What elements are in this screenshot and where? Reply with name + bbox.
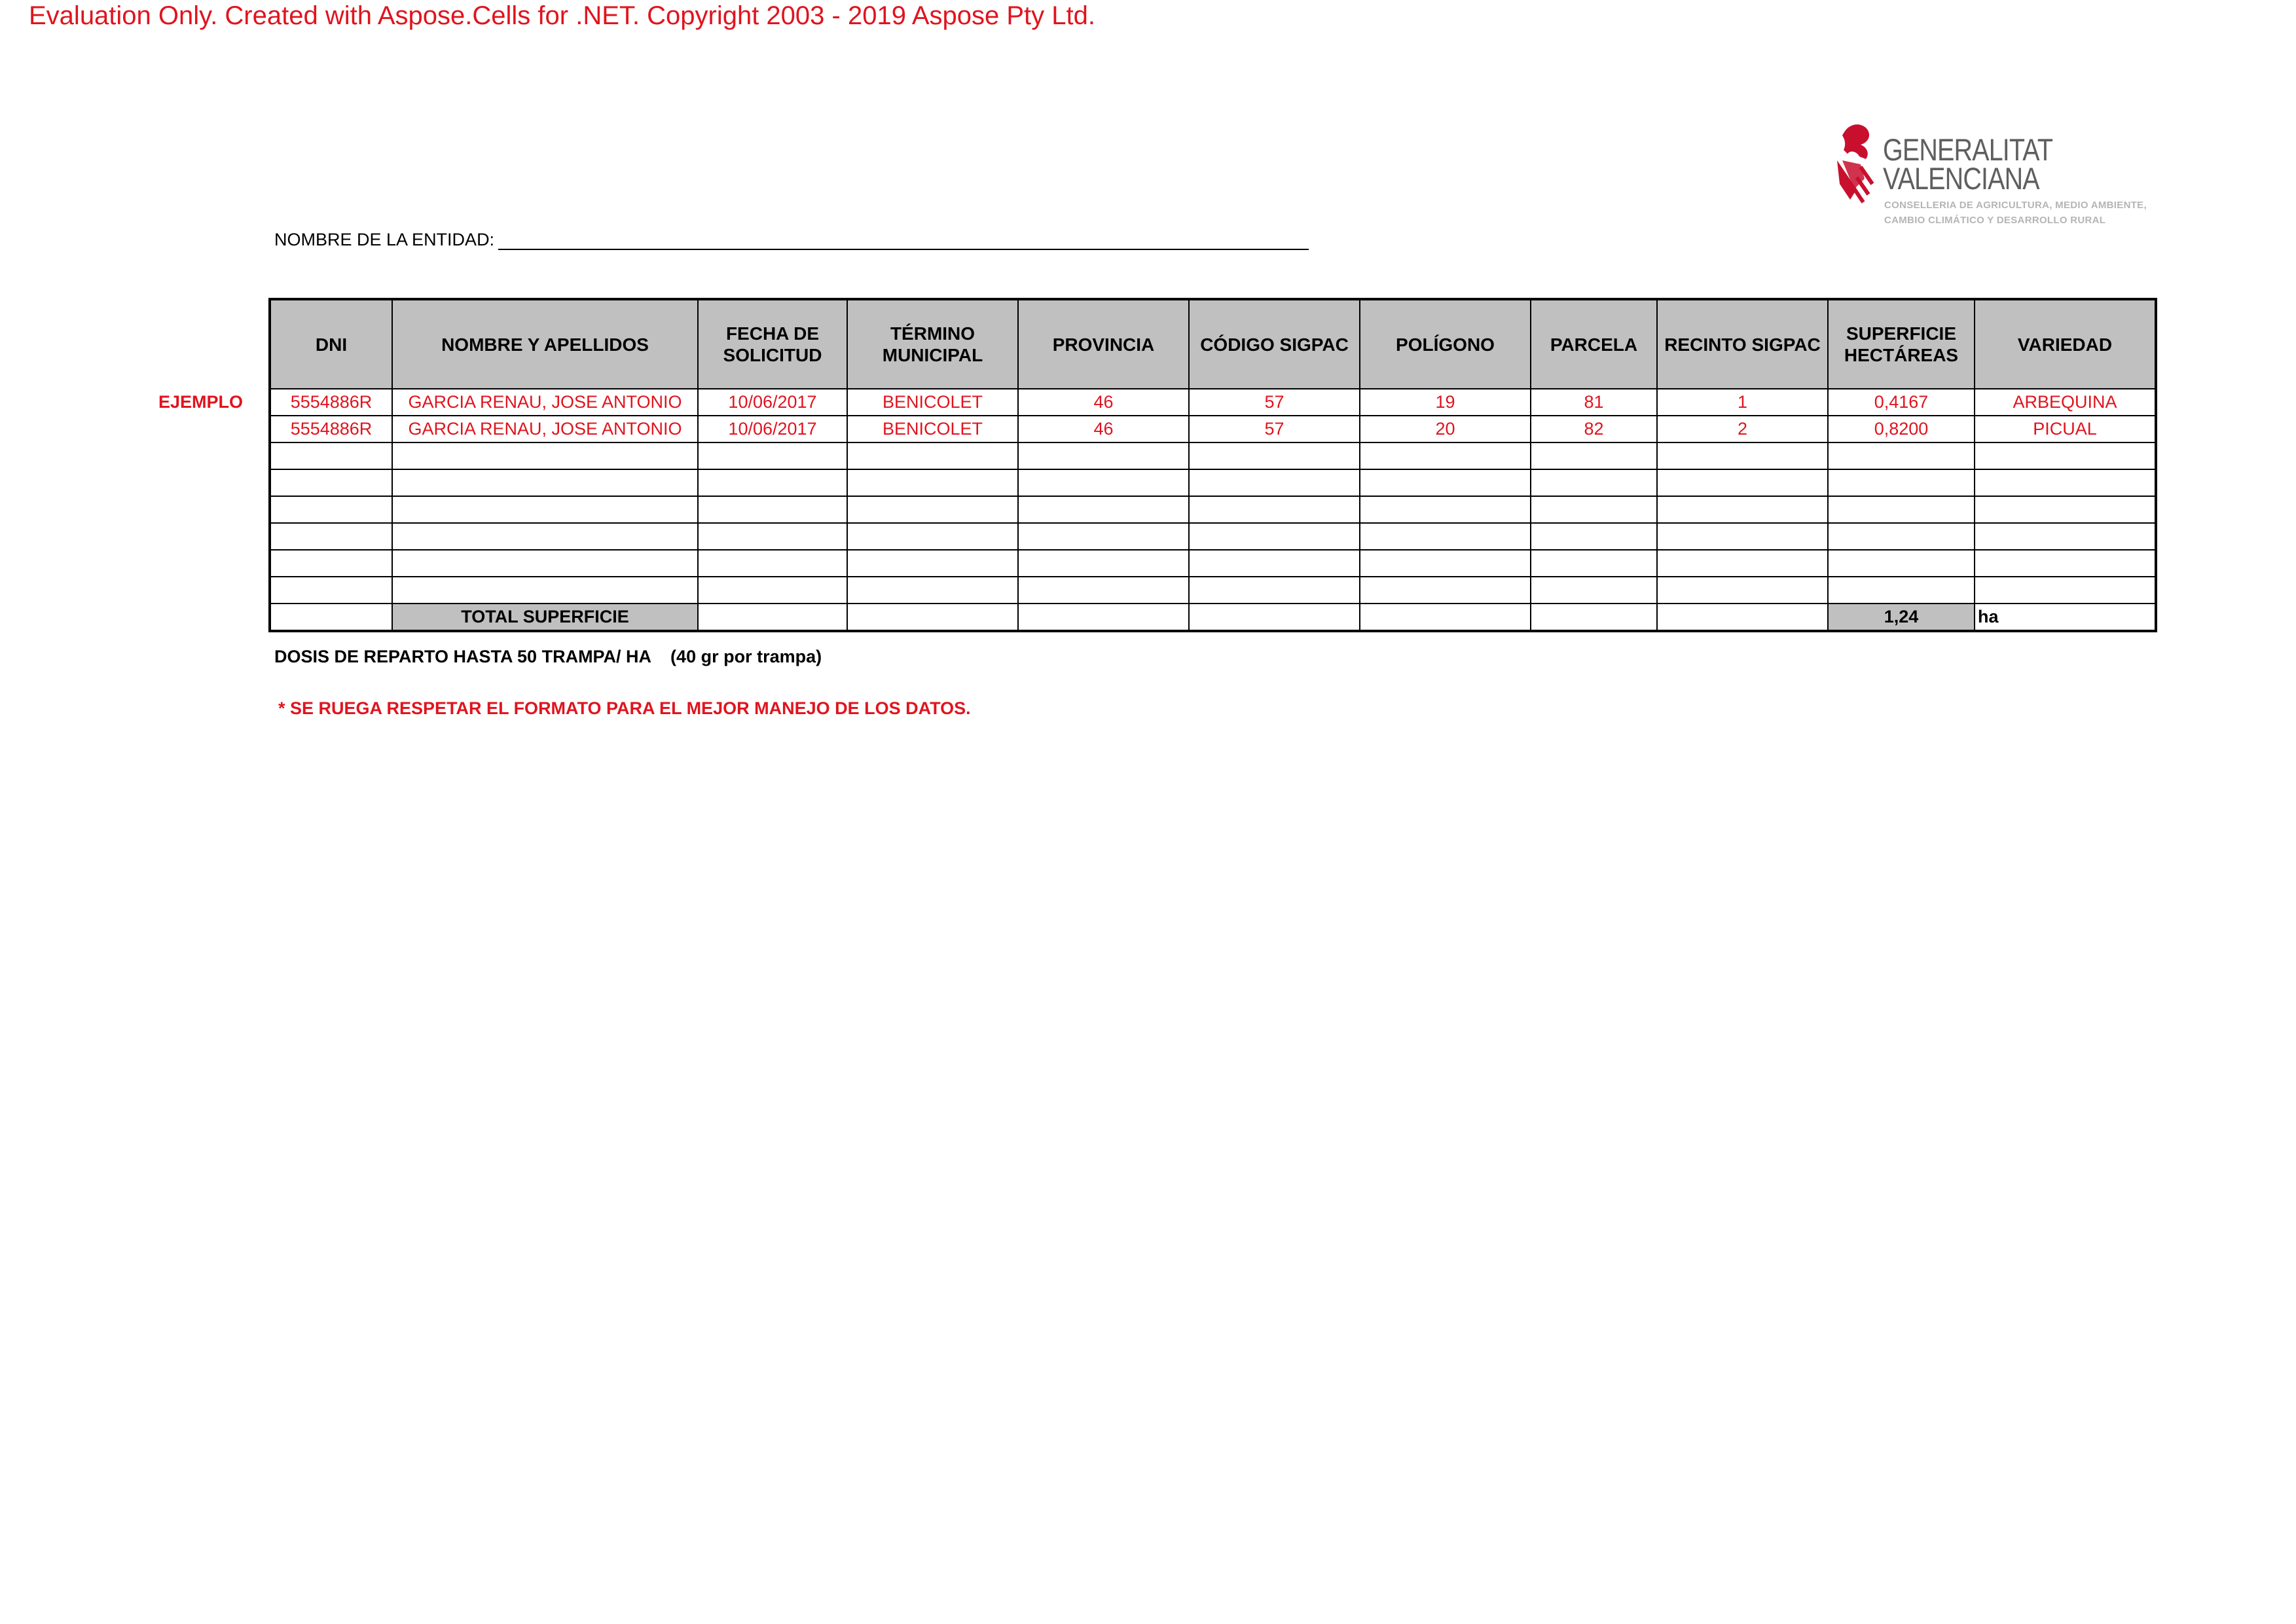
- header-variedad: VARIEDAD: [1975, 299, 2156, 389]
- cell-fecha[interactable]: [698, 496, 847, 523]
- logo-subtitle-2: CAMBIO CLIMÁTICO Y DESARROLLO RURAL: [1884, 215, 2106, 226]
- cell-parcela[interactable]: [1531, 496, 1657, 523]
- header-poligono: POLÍGONO: [1360, 299, 1531, 389]
- cell-recinto-sigpac[interactable]: [1657, 469, 1828, 496]
- cell-recinto-sigpac[interactable]: [1657, 496, 1828, 523]
- table-row: [270, 550, 2156, 577]
- cell-dni[interactable]: [270, 469, 392, 496]
- total-empty-cell: [1189, 604, 1360, 631]
- cell-poligono[interactable]: [1360, 523, 1531, 550]
- cell-superficie[interactable]: [1828, 523, 1975, 550]
- cell-fecha[interactable]: [698, 442, 847, 469]
- cell-fecha[interactable]: [698, 550, 847, 577]
- header-codigo-sigpac: CÓDIGO SIGPAC: [1189, 299, 1360, 389]
- cell-poligono[interactable]: [1360, 577, 1531, 604]
- cell-codigo-sigpac[interactable]: [1189, 496, 1360, 523]
- cell-dni[interactable]: [270, 496, 392, 523]
- cell-dni[interactable]: 5554886R: [270, 389, 392, 416]
- total-empty-cell: [1018, 604, 1189, 631]
- entity-label: NOMBRE DE LA ENTIDAD:: [274, 230, 495, 249]
- cell-codigo-sigpac[interactable]: [1189, 469, 1360, 496]
- cell-dni[interactable]: [270, 442, 392, 469]
- cell-parcela[interactable]: 82: [1531, 416, 1657, 442]
- cell-variedad[interactable]: [1975, 496, 2156, 523]
- total-label: TOTAL SUPERFICIE: [392, 604, 698, 631]
- total-row: [270, 604, 2156, 631]
- cell-dni[interactable]: [270, 523, 392, 550]
- entity-field: [274, 229, 1309, 250]
- cell-provincia[interactable]: [1018, 469, 1189, 496]
- evaluation-watermark: Evaluation Only. Created with Aspose.Cells for .NET. Copyright 2003 - 2019 Aspose Pty Ltd.: [29, 1, 1096, 30]
- header-fecha: FECHA DE SOLICITUD: [698, 299, 847, 389]
- cell-superficie[interactable]: [1828, 496, 1975, 523]
- format-warning-note: * SE RUEGA RESPETAR EL FORMATO PARA EL MEJOR MANEJO DE LOS DATOS.: [278, 698, 971, 718]
- table-row: [270, 496, 2156, 523]
- header-dni: DNI: [270, 299, 392, 389]
- cell-fecha[interactable]: [698, 577, 847, 604]
- logo-line-2: VALENCIANA: [1883, 161, 2039, 196]
- table-header-row: [270, 299, 2156, 389]
- cell-nombre[interactable]: [392, 469, 698, 496]
- cell-fecha[interactable]: [698, 469, 847, 496]
- cell-superficie[interactable]: [1828, 469, 1975, 496]
- table-row: [270, 416, 2156, 442]
- cell-dni[interactable]: [270, 550, 392, 577]
- cell-dni[interactable]: 5554886R: [270, 416, 392, 442]
- cell-recinto-sigpac[interactable]: [1657, 577, 1828, 604]
- total-empty-cell: [1657, 604, 1828, 631]
- cell-parcela[interactable]: 81: [1531, 389, 1657, 416]
- cell-dni[interactable]: [270, 577, 392, 604]
- total-empty-cell: [847, 604, 1018, 631]
- cell-parcela[interactable]: [1531, 523, 1657, 550]
- total-empty-cell: [1360, 604, 1531, 631]
- cell-variedad[interactable]: [1975, 442, 2156, 469]
- cell-poligono[interactable]: [1360, 442, 1531, 469]
- cell-fecha[interactable]: 10/06/2017: [698, 389, 847, 416]
- cell-variedad[interactable]: [1975, 577, 2156, 604]
- cell-poligono[interactable]: [1360, 496, 1531, 523]
- header-nombre: NOMBRE Y APELLIDOS: [392, 299, 698, 389]
- cell-nombre[interactable]: [392, 577, 698, 604]
- cell-superficie[interactable]: [1828, 550, 1975, 577]
- cell-codigo-sigpac[interactable]: 57: [1189, 416, 1360, 442]
- cell-superficie[interactable]: [1828, 577, 1975, 604]
- cell-nombre[interactable]: GARCIA RENAU, JOSE ANTONIO: [392, 416, 698, 442]
- total-empty-cell: [1531, 604, 1657, 631]
- cell-termino[interactable]: BENICOLET: [847, 416, 1018, 442]
- cell-recinto-sigpac[interactable]: 1: [1657, 389, 1828, 416]
- cell-codigo-sigpac[interactable]: [1189, 577, 1360, 604]
- cell-provincia[interactable]: [1018, 496, 1189, 523]
- cell-parcela[interactable]: [1531, 442, 1657, 469]
- cell-poligono[interactable]: 19: [1360, 389, 1531, 416]
- table-row: [270, 442, 2156, 469]
- parcel-table: [268, 298, 2157, 632]
- table-row: [270, 523, 2156, 550]
- cell-variedad[interactable]: [1975, 523, 2156, 550]
- cell-nombre[interactable]: [392, 550, 698, 577]
- cell-termino[interactable]: [847, 442, 1018, 469]
- generalitat-emblem-icon: [1831, 121, 1883, 206]
- cell-nombre[interactable]: [392, 523, 698, 550]
- cell-recinto-sigpac[interactable]: [1657, 523, 1828, 550]
- cell-termino[interactable]: [847, 469, 1018, 496]
- dosis-note: DOSIS DE REPARTO HASTA 50 TRAMPA/ HA (40 gr por trampa): [274, 647, 822, 666]
- cell-recinto-sigpac[interactable]: 2: [1657, 416, 1828, 442]
- cell-codigo-sigpac[interactable]: [1189, 442, 1360, 469]
- cell-termino[interactable]: [847, 523, 1018, 550]
- cell-nombre[interactable]: [392, 442, 698, 469]
- cell-nombre[interactable]: GARCIA RENAU, JOSE ANTONIO: [392, 389, 698, 416]
- cell-parcela[interactable]: [1531, 577, 1657, 604]
- total-empty-cell: [698, 604, 847, 631]
- cell-nombre[interactable]: [392, 496, 698, 523]
- cell-parcela[interactable]: [1531, 550, 1657, 577]
- cell-codigo-sigpac[interactable]: [1189, 523, 1360, 550]
- generalitat-logo: [1831, 121, 2158, 232]
- table-row: [270, 577, 2156, 604]
- total-unit: ha: [1975, 604, 2156, 631]
- cell-provincia[interactable]: [1018, 442, 1189, 469]
- header-parcela: PARCELA: [1531, 299, 1657, 389]
- cell-codigo-sigpac[interactable]: [1189, 550, 1360, 577]
- cell-provincia[interactable]: [1018, 577, 1189, 604]
- cell-variedad[interactable]: ARBEQUINA: [1975, 389, 2156, 416]
- cell-codigo-sigpac[interactable]: 57: [1189, 389, 1360, 416]
- logo-subtitle-1: CONSELLERIA DE AGRICULTURA, MEDIO AMBIENTE,: [1884, 200, 2147, 211]
- cell-variedad[interactable]: PICUAL: [1975, 416, 2156, 442]
- table-row: [270, 469, 2156, 496]
- total-empty-cell: [270, 604, 392, 631]
- cell-fecha[interactable]: [698, 523, 847, 550]
- example-label: EJEMPLO: [158, 392, 244, 412]
- cell-provincia[interactable]: 46: [1018, 416, 1189, 442]
- cell-recinto-sigpac[interactable]: [1657, 442, 1828, 469]
- cell-poligono[interactable]: 20: [1360, 416, 1531, 442]
- header-termino: TÉRMINO MUNICIPAL: [847, 299, 1018, 389]
- total-value: 1,24: [1828, 604, 1975, 631]
- cell-fecha[interactable]: 10/06/2017: [698, 416, 847, 442]
- header-provincia: PROVINCIA: [1018, 299, 1189, 389]
- cell-poligono[interactable]: [1360, 469, 1531, 496]
- cell-variedad[interactable]: [1975, 469, 2156, 496]
- cell-superficie[interactable]: 0,4167: [1828, 389, 1975, 416]
- cell-parcela[interactable]: [1531, 469, 1657, 496]
- header-recinto-sigpac: RECINTO SIGPAC: [1657, 299, 1828, 389]
- table-row: [270, 389, 2156, 416]
- cell-termino[interactable]: [847, 550, 1018, 577]
- entity-input-line[interactable]: [498, 229, 1309, 250]
- logo-line-1: GENERALITAT: [1883, 132, 2053, 167]
- cell-termino[interactable]: [847, 496, 1018, 523]
- cell-variedad[interactable]: [1975, 550, 2156, 577]
- cell-provincia[interactable]: [1018, 523, 1189, 550]
- cell-termino[interactable]: BENICOLET: [847, 389, 1018, 416]
- cell-superficie[interactable]: 0,8200: [1828, 416, 1975, 442]
- cell-termino[interactable]: [847, 577, 1018, 604]
- cell-provincia[interactable]: [1018, 550, 1189, 577]
- cell-recinto-sigpac[interactable]: [1657, 550, 1828, 577]
- cell-superficie[interactable]: [1828, 442, 1975, 469]
- cell-provincia[interactable]: 46: [1018, 389, 1189, 416]
- header-superficie: SUPERFICIE HECTÁREAS: [1828, 299, 1975, 389]
- cell-poligono[interactable]: [1360, 550, 1531, 577]
